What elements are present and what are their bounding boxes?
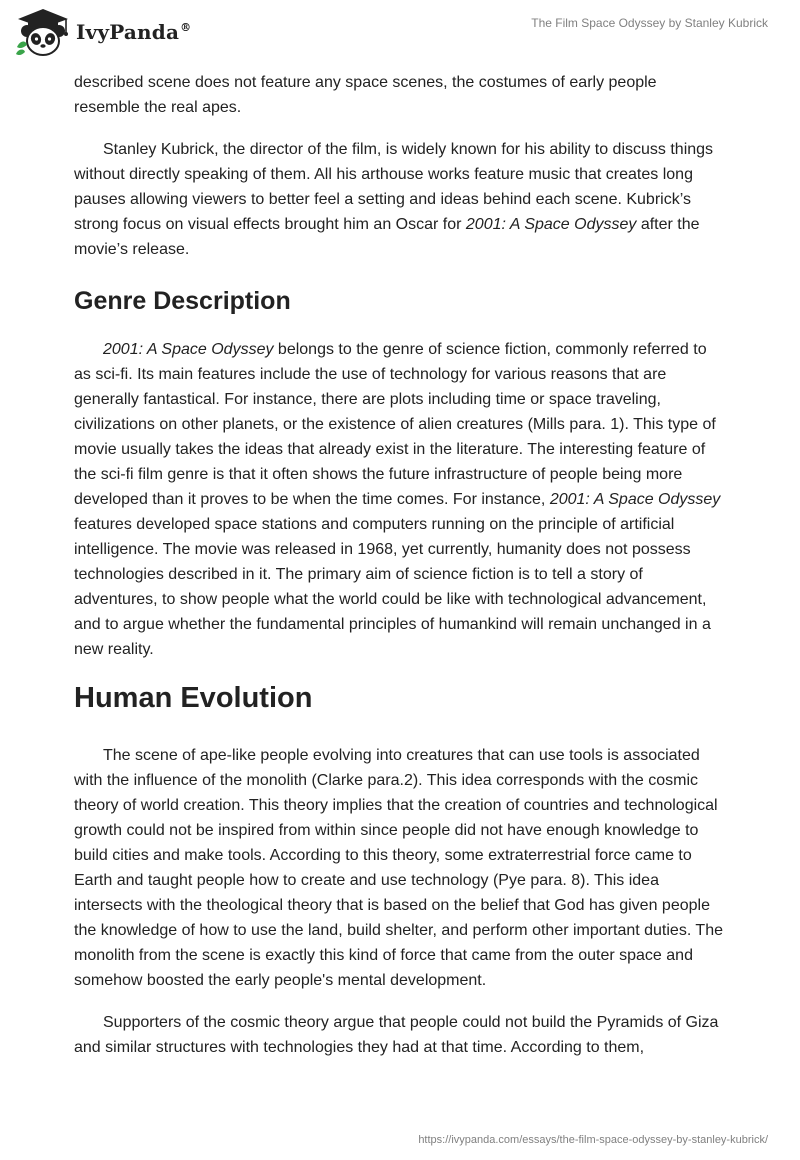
panda-graduate-icon <box>14 7 72 57</box>
ivypanda-logo[interactable] <box>14 7 191 57</box>
film-title-italic: 2001: A Space Odyssey <box>103 341 274 358</box>
film-title-italic: 2001: A Space Odyssey <box>465 216 637 233</box>
paragraph-kubrick: Stanley Kubrick, the director of the film, is widely known for his ability to discuss things without directly speaking of them. All his arthouse works feature music that creates long pauses allowing viewers to better feel a setting and ideas behind each scene. Kubrick’s strong focus on visual effects brought him an Oscar for 2001: A Space Odyssey after the movie’s release. <box>74 141 714 258</box>
film-title-italic: 2001: A Space Odyssey <box>549 491 721 508</box>
heading-human-evolution: Human Evolution <box>74 682 313 714</box>
paragraph-genre: 2001: A Space Odyssey belongs to the genre of science fiction, commonly referred to as sci-fi. Its main features include the use of technology for various reasons that are generally fantastical. For instance, there are plots including time or space traveling, civilizations on other planets, or the existence of alien creatures (Mills para. 1). This type of movie usually takes the ideas that already exist in the literature. The interesting feature of the sci-fi film genre is that it often shows the future infrastructure of people being more developed than it proves to be when the time comes. For instance, 2001: A Space Odyssey features developed space stations and computers running on the principle of artificial intelligence. The movie was released in 1968, yet currently, humanity does not possess technologies described in it. The primary aim of science fiction is to tell a story of adventures, to show people what the world could be like with technological advancement, and to argue whether the fundamental principles of humankind will remain unchanged in a new reality. <box>74 341 721 658</box>
paragraph-intro-continuation: described scene does not feature any space scenes, the costumes of early people resemble the real apes. <box>74 74 657 116</box>
paragraph-supporters: Supporters of the cosmic theory argue that people could not build the Pyramids of Giza and similar structures with technologies they had at that time. According to them, <box>74 1014 719 1056</box>
heading-genre-description: Genre Description <box>74 287 291 315</box>
source-url-link[interactable]: https://ivypanda.com/essays/the-film-space-odyssey-by-stanley-kubrick/ <box>418 1134 768 1146</box>
essay-body <box>74 70 724 1077</box>
document-title: The Film Space Odyssey by Stanley Kubrick <box>531 16 768 30</box>
paragraph-evolution: The scene of ape-like people evolving into creatures that can use tools is associated with the influence of the monolith (Clarke para.2). This idea corresponds with the cosmic theory of world creation. This theory implies that the creation of countries and technological growth could not be inspired from within since people did not have enough knowledge to build cities and make tools. According to this theory, some extraterrestrial force came to Earth and taught people how to create and use technology (Pye para. 8). This idea intersects with the theological theory that is based on the belief that God has given people the knowledge of how to use the land, build shelter, and perform other important duties. The monolith from the scene is exactly this kind of force that came from the outer space and somehow boosted the early people's mental development. <box>74 747 723 989</box>
page-header <box>0 0 800 70</box>
brand-name: IvyPanda® <box>76 20 192 44</box>
